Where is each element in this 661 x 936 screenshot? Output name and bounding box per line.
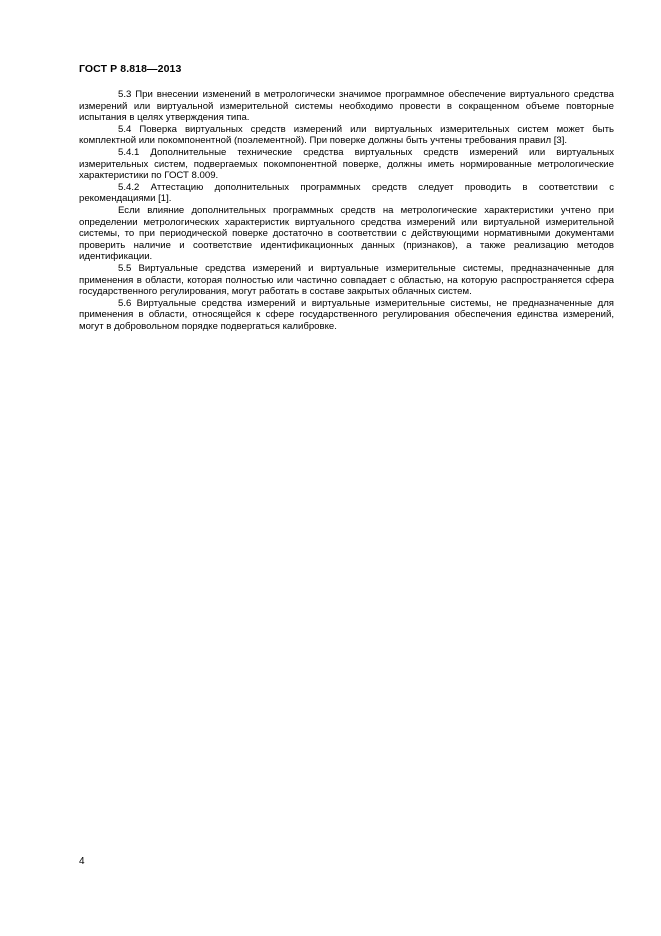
paragraph-5-5: 5.5 Виртуальные средства измерений и виртуальные измерительные системы, предназначенные для применения в области, которая полностью или частично совпадает с областью, на которую распространяется сфера государственного регулирования, могут работать в составе закрытых облачных систем. [79, 262, 614, 298]
paragraph-5-4: 5.4 Поверка виртуальных средств измерений или виртуальных измерительных систем может быть комплектной или покомпонентной (поэлементной). При поверке должны быть учтены требования правил [3]. [79, 123, 614, 147]
paragraph-5-4-1: 5.4.1 Дополнительные технические средства виртуальных средств измерений или виртуальных измерительных систем, подвергаемых покомпонентной поверке, должны иметь нормированные метрологические характеристики по ГОСТ 8.009. [79, 146, 614, 182]
document-header: ГОСТ Р 8.818—2013 [79, 63, 182, 75]
paragraph-5-4-2-cont: Если влияние дополнительных программных средств на метрологические характеристики учтено при определении метрологических характеристик виртуального средства измерений или виртуальной измерительной системы, то при периодической поверке достаточно в соответствии с действующими нормативными документами проверить наличие и соответствие идентификационных данных (признаков), а также реализацию методов идентификации. [79, 204, 614, 263]
document-body [79, 89, 614, 332]
paragraph-5-6: 5.6 Виртуальные средства измерений и виртуальные измерительные системы, не предназначенные для применения в области, относящейся к сфере государственного регулирования обеспечения единства измерений, могут в добровольном порядке подвергаться калибровке. [79, 297, 614, 332]
paragraph-5-3: 5.3 При внесении изменений в метрологически значимое программное обеспечение виртуального средства измерений или виртуальной измерительной системы необходимо провести в сокращенном объеме повторные испытания в целях утверждения типа. [79, 89, 614, 124]
paragraph-5-4-2: 5.4.2 Аттестацию дополнительных программных средств следует проводить в соответствии с рекомендациями [1]. [79, 181, 614, 205]
page-number: 4 [79, 856, 85, 867]
